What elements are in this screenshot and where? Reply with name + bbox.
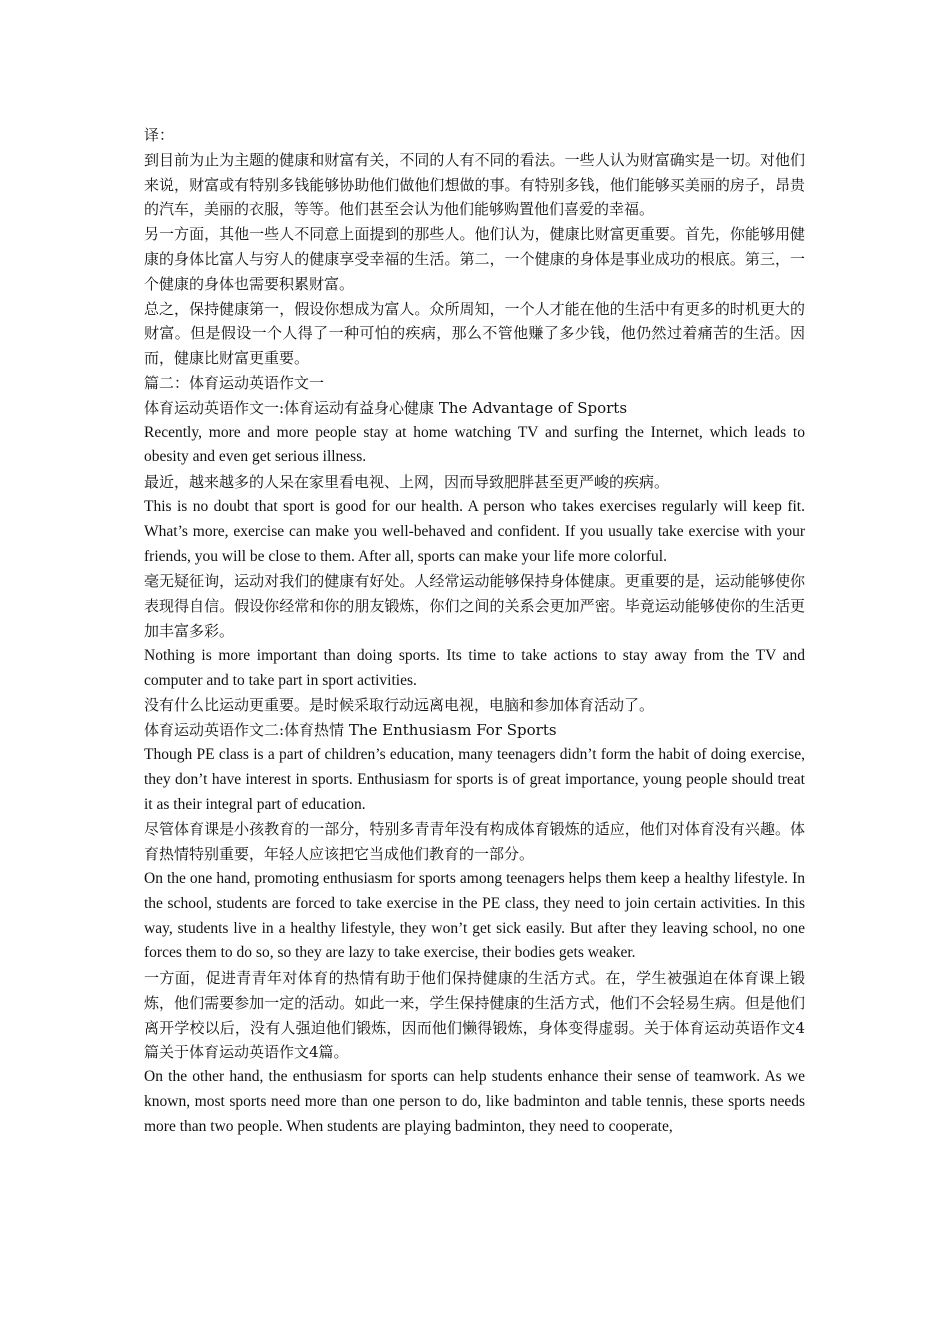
essay-one-en-p3: Nothing is more important than doing sports. Its time to take actions to stay away from the TV and computer and to take part in sport activities. (144, 646, 805, 689)
essay-two-zh-p2: 一方面，促进青青年对体育的热情有助于他们保持健康的生活方式。在，学生被强迫在体育课上锻炼，他们需要参加一定的活动。如此一来，学生保持健康的生活方式，他们不会轻易生病。但是他们离开学校以后，没有人强迫他们锻炼，因而他们懒得锻炼，身体变得虚弱。关于体育运动英语作文4篇关于体育运动英语作文4篇。 (144, 969, 805, 1062)
essay-one-zh-p2: 毫无疑征询，运动对我们的健康有好处。人经常运动能够保持身体健康。更重要的是，运动能够使你表现得自信。假设你经常和你的朋友锻炼，你们之间的关系会更加严密。毕竟运动能够使你的生活更加丰富多彩。 (144, 572, 805, 640)
paragraph-health-wealth-intro: 到目前为止为主题的健康和财富有关，不同的人有不同的看法。一些人认为财富确实是一切。对他们来说，财富或有特别多钱能够协助他们做他们想做的事。有特别多钱，他们能够买美丽的房子，昂贵的汽车，美丽的衣服，等等。他们甚至会认为他们能够购置他们喜爱的幸福。 (144, 150, 805, 219)
essay-two-title: 体育运动英语作文二:体育热情 The Enthusiasm For Sports (144, 721, 557, 740)
essay-two-en-p3: On the other hand, the enthusiasm for sports can help students enhance their sense of teamwork. As we known, most sports need more than one person to do, like badminton and table tennis, these sports needs more than two people. When students are playing badminton, they need to cooperate, (144, 1068, 805, 1135)
essay-one-zh-p3: 没有什么比运动更重要。是时候采取行动远离电视，电脑和参加体育活动了。 (144, 696, 655, 715)
essay-two-en-p1: Though PE class is a part of children’s education, many teenagers didn’t form the habit of doing exercise, they don’t have interest in sports. Enthusiasm for sports is of great importance, young people should treat it as their integral part of education. (144, 745, 805, 813)
essay-one-en-p1: Recently, more and more people stay at home watching TV and surfing the Internet, which leads to obesity and even get serious illness. (144, 423, 805, 466)
essay-two-en-p2: On the one hand, promoting enthusiasm for sports among teenagers helps them keep a healthy lifestyle. In the school, students are forced to take exercise in the PE class, they need to join certain activities. In this way, students live in a healthy lifestyle, they won’t get sick easily. But after they leaving school, no one forces them to do so, so they are lazy to take exercise, their bodies gets weaker. (144, 869, 805, 962)
paragraph-health-wealth-conclusion: 总之，保持健康第一，假设你想成为富人。众所周知，一个人才能在他的生活中有更多的时机更大的财富。但是假设一个人得了一种可怕的疾病，那么不管他赚了多少钱，他仍然过着痛苦的生活。因而，健康比财富更重要。 (144, 299, 805, 368)
essay-one-zh-p1: 最近，越来越多的人呆在家里看电视、上网，因而导致肥胖甚至更严峻的疾病。 (144, 473, 670, 492)
essay-one-en-p2: This is no doubt that sport is good for our health. A person who takes exercises regularly will keep fit. What’s more, exercise can make you well-behaved and confident. If you usually take exercise with your friends, you will be close to them. After all, sports can make your life more colorful. (144, 497, 805, 565)
document-body (144, 123, 805, 1140)
essay-one-title: 体育运动英语作文一:体育运动有益身心健康 The Advantage of Sports (144, 398, 628, 417)
paragraph-translation-label: 译： (144, 126, 175, 144)
section-heading-part-two: 篇二：体育运动英语作文一 (144, 373, 325, 392)
essay-two-zh-p1: 尽管体育课是小孩教育的一部分，特别多青青年没有构成体育锻炼的适应，他们对体育没有兴趣。体育热情特别重要，年轻人应该把它当成他们教育的一部分。 (144, 820, 805, 864)
paragraph-health-wealth-other-view: 另一方面，其他一些人不同意上面提到的那些人。他们认为，健康比财富更重要。首先，你能够用健康的身体比富人与穷人的健康享受幸福的生活。第二，一个健康的身体是事业成功的根底。第三，一个健康的身体也需要积累财富。 (144, 225, 805, 293)
